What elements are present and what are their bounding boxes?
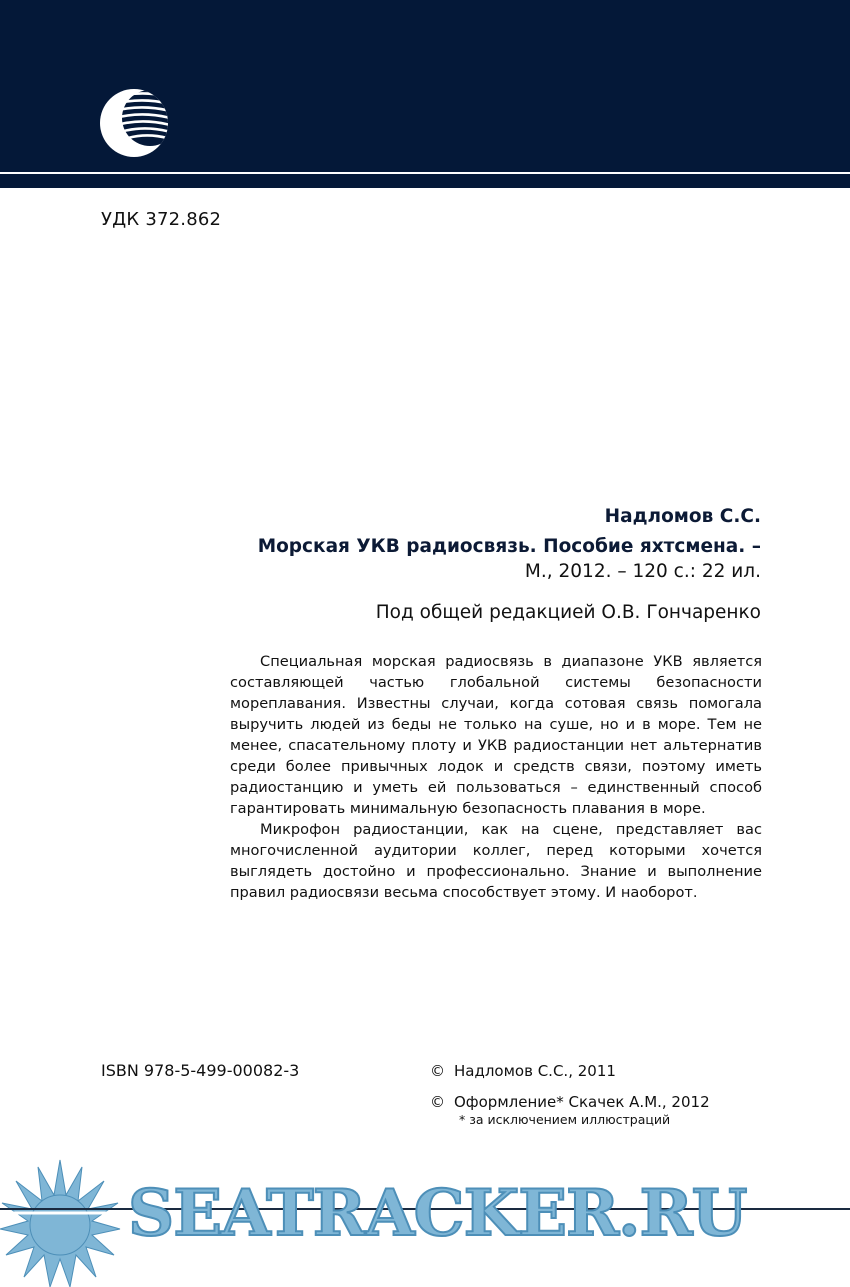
header-bar: [0, 0, 850, 172]
editor-line: Под общей редакцией О.В. Гончаренко: [375, 602, 761, 623]
publication-info: М., 2012. – 120 с.: 22 ил.: [524, 561, 761, 582]
book-title: Морская УКВ радиосвязь. Пособие яхтсмена. –: [257, 536, 761, 557]
publisher-logo-icon: [98, 88, 174, 158]
bibliographic-block: [161, 505, 761, 624]
copyright-author: [430, 1062, 616, 1080]
abstract: [230, 651, 762, 903]
copyright-design-text: Оформление* Скачек А.М., 2012: [454, 1093, 710, 1111]
copyright-design: [430, 1093, 710, 1111]
copyright-icon: ©: [430, 1093, 445, 1111]
copyright-icon: ©: [430, 1062, 445, 1080]
watermark-text: SEATRACKER.RU: [128, 1176, 747, 1251]
copyright-author-text: Надломов С.С., 2011: [454, 1062, 616, 1080]
udk-code: УДК 372.862: [101, 209, 222, 230]
footnote: * за исключением иллюстраций: [459, 1112, 671, 1127]
isbn: ISBN 978-5-499-00082-3: [101, 1061, 300, 1080]
author-name: Надломов С.С.: [604, 506, 761, 527]
abstract-paragraph-2: Микрофон радиостанции, как на сцене, представляет вас многочисленной аудитории коллег, перед которыми хочется выглядеть достойно и профессионально. Знание и выполнение правил радиосвязи весьма способствует этому. И наоборот.: [230, 821, 762, 901]
abstract-paragraph-1: Специальная морская радиосвязь в диапазоне УКВ является составляющей частью глобальной системы безопасности мореплавания. Известны случаи, когда сотовая связь помогала выручить людей из беды не только на суше, но и в море. Тем не менее, спасательному плоту и УКВ радиостанции нет альтернатив среди более привычных лодок и средств связи, поэтому иметь радиостанцию и уметь ей пользоваться – единственный способ гарантировать минимальную безопасность плавания в море.: [230, 653, 762, 817]
header-rule: [0, 174, 850, 188]
